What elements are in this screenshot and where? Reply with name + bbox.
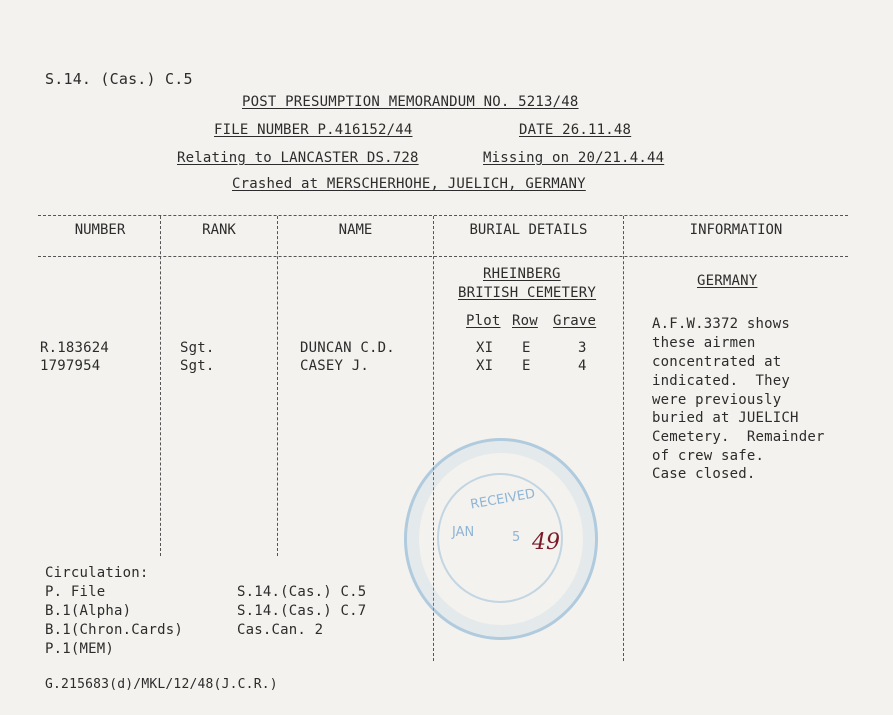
footer-code: G.215683(d)/MKL/12/48(J.C.R.) [45,677,278,692]
information-line: of crew safe. [652,448,765,464]
rank: Sgt. [180,340,215,356]
column-header-name: NAME [338,222,373,238]
airman-name: CASEY J. [300,358,370,374]
column-divider [277,216,278,556]
column-divider [623,216,624,661]
information-line: A.F.W.3372 shows [652,316,791,332]
column-header-number: NUMBER [74,222,126,238]
service-number: 1797954 [40,358,101,374]
circulation-item: S.14.(Cas.) C.5 [237,584,367,600]
row: E [522,340,531,356]
grave: 3 [578,340,587,356]
row: E [522,358,531,374]
airman-name: DUNCAN C.D. [300,340,395,356]
reference-code: S.14. (Cas.) C.5 [45,70,193,88]
stamp-word: RECEIVED [469,486,537,513]
cemetery-name: RHEINBERG [483,266,561,282]
rank: Sgt. [180,358,215,374]
column-header-rank: RANK [202,222,236,238]
stamp-day: 5 [512,530,521,545]
service-number: R.183624 [40,340,110,356]
information-line: indicated. They [652,373,791,389]
circulation-item: P. File [45,584,106,600]
circulation-item: B.1(Alpha) [45,603,132,619]
information-line: buried at JUELICH [652,410,799,426]
file-number: FILE NUMBER P.416152/44 [214,122,413,138]
memo-title: POST PRESUMPTION MEMORANDUM NO. 5213/48 [242,94,579,110]
crash-location: Crashed at MERSCHERHOHE, JUELICH, GERMANY [232,176,586,192]
information-line: concentrated at [652,354,782,370]
received-stamp [404,438,598,640]
plot: XI [476,358,494,374]
circulation-title: Circulation: [45,565,149,581]
stamp-month: JAN [452,525,475,540]
circulation-item: S.14.(Cas.) C.7 [237,603,367,619]
circulation-item: Cas.Can. 2 [237,622,324,638]
plot-header: Plot [466,313,501,329]
circulation-item: B.1(Chron.Cards) [45,622,184,638]
information-line: these airmen [652,335,756,351]
grave: 4 [578,358,587,374]
column-header-information: INFORMATION [689,222,783,238]
memo-date: DATE 26.11.48 [519,122,632,138]
information-country: GERMANY [697,273,758,289]
grave-header: Grave [553,313,597,329]
information-line: Cemetery. Remainder [652,429,825,445]
aircraft-relating: Relating to LANCASTER DS.728 [177,150,419,166]
cemetery-type: BRITISH CEMETERY [458,285,597,301]
circulation-item: P.1(MEM) [45,641,115,657]
column-header-burial: BURIAL DETAILS [469,222,588,238]
plot: XI [476,340,494,356]
information-line: Case closed. [652,466,756,482]
missing-date: Missing on 20/21.4.44 [483,150,665,166]
information-line: were previously [652,392,782,408]
row-header: Row [512,313,538,329]
stamp-year: 49 [532,530,560,555]
column-divider [160,216,161,556]
